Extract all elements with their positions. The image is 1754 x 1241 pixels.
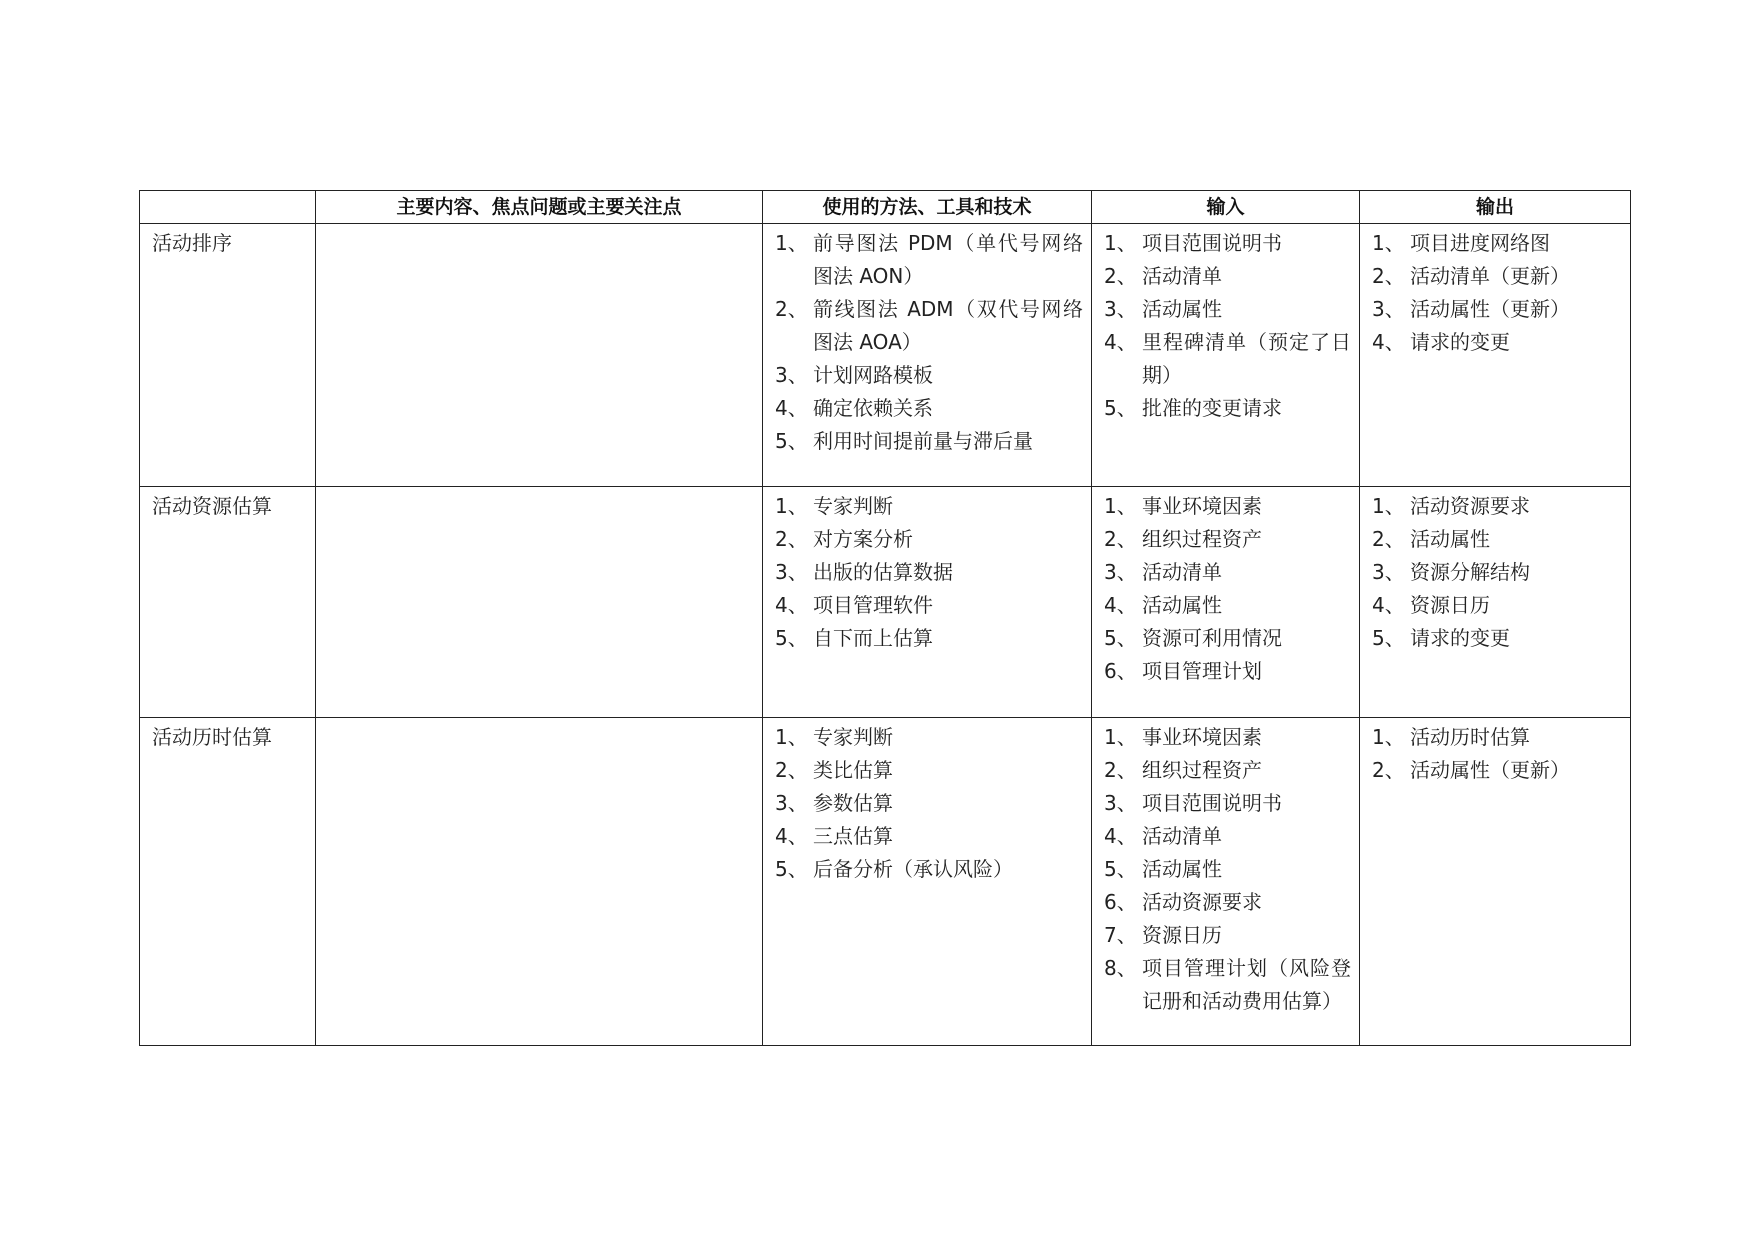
methods-cell — [763, 224, 1092, 487]
header-row — [140, 191, 1631, 224]
list-item: 8、 项目管理计划（风险登记册和活动费用估算） — [1104, 956, 1351, 1013]
outputs-cell — [1360, 718, 1631, 1046]
inputs-cell — [1092, 718, 1360, 1046]
list-item: 5、 请求的变更 — [1372, 626, 1510, 650]
outputs-list — [1360, 224, 1630, 359]
list-item: 4、 项目管理软件 — [775, 593, 933, 617]
list-item: 3、 活动属性（更新） — [1372, 297, 1570, 321]
list-item: 3、 活动清单 — [1104, 560, 1222, 584]
methods-list — [763, 718, 1091, 886]
list-item: 2、 活动属性 — [1372, 527, 1490, 551]
header-methods: 使用的方法、工具和技术 — [763, 191, 1092, 224]
list-item: 3、 项目范围说明书 — [1104, 791, 1282, 815]
stage-cell — [140, 224, 316, 487]
list-item: 7、 资源日历 — [1104, 923, 1222, 947]
list-item: 5、 批准的变更请求 — [1104, 396, 1282, 420]
list-item: 1、 事业环境因素 — [1104, 494, 1262, 518]
list-item: 5、 自下而上估算 — [775, 626, 933, 650]
list-item: 4、 活动清单 — [1104, 824, 1222, 848]
list-item: 5、 后备分析（承认风险） — [775, 857, 1013, 881]
list-item: 5、 利用时间提前量与滞后量 — [775, 429, 1033, 453]
list-item: 4、 三点估算 — [775, 824, 893, 848]
methods-list — [763, 487, 1091, 655]
list-item: 4、 里程碑清单（预定了日期） — [1104, 330, 1351, 387]
list-item: 1、 活动历时估算 — [1372, 725, 1530, 749]
list-item: 3、 计划网路模板 — [775, 363, 933, 387]
list-item: 3、 活动属性 — [1104, 297, 1222, 321]
inputs-cell — [1092, 224, 1360, 487]
list-item: 2、 活动清单（更新） — [1372, 264, 1570, 288]
list-item: 4、 确定依赖关系 — [775, 396, 933, 420]
inputs-list — [1092, 718, 1359, 1018]
list-item: 2、 组织过程资产 — [1104, 527, 1262, 551]
process-table — [139, 190, 1631, 1046]
focus-cell — [316, 224, 763, 487]
list-item: 6、 项目管理计划 — [1104, 659, 1262, 683]
list-item: 2、 箭线图法 ADM（双代号网络图法 AOA） — [775, 297, 1083, 354]
header-stage — [140, 191, 316, 224]
inputs-list — [1092, 487, 1359, 688]
table-row — [140, 718, 1631, 1046]
list-item: 2、 对方案分析 — [775, 527, 913, 551]
list-item: 1、 专家判断 — [775, 494, 893, 518]
inputs-list — [1092, 224, 1359, 425]
focus-cell — [316, 487, 763, 718]
list-item: 2、 活动清单 — [1104, 264, 1222, 288]
methods-cell — [763, 487, 1092, 718]
outputs-cell — [1360, 487, 1631, 718]
methods-list — [763, 224, 1091, 458]
focus-cell — [316, 718, 763, 1046]
list-item: 3、 资源分解结构 — [1372, 560, 1530, 584]
header-focus: 主要内容、焦点问题或主要关注点 — [316, 191, 763, 224]
outputs-cell — [1360, 224, 1631, 487]
list-item: 2、 活动属性（更新） — [1372, 758, 1570, 782]
table-row — [140, 487, 1631, 718]
stage-cell — [140, 718, 316, 1046]
header-inputs: 输入 — [1092, 191, 1360, 224]
stage-cell — [140, 487, 316, 718]
outputs-list — [1360, 718, 1630, 787]
list-item: 5、 活动属性 — [1104, 857, 1222, 881]
list-item: 4、 资源日历 — [1372, 593, 1490, 617]
list-item: 2、 类比估算 — [775, 758, 893, 782]
table-row — [140, 224, 1631, 487]
inputs-cell — [1092, 487, 1360, 718]
list-item: 1、 事业环境因素 — [1104, 725, 1262, 749]
stage-name: 活动排序 — [152, 231, 232, 255]
outputs-list — [1360, 487, 1630, 655]
stage-name: 活动资源估算 — [152, 494, 272, 518]
list-item: 3、 出版的估算数据 — [775, 560, 953, 584]
list-item: 1、 前导图法 PDM（单代号网络图法 AON） — [775, 231, 1083, 288]
header-outputs: 输出 — [1360, 191, 1631, 224]
stage-name: 活动历时估算 — [152, 725, 272, 749]
list-item: 1、 项目范围说明书 — [1104, 231, 1282, 255]
list-item: 1、 专家判断 — [775, 725, 893, 749]
list-item: 4、 请求的变更 — [1372, 330, 1510, 354]
list-item: 1、 项目进度网络图 — [1372, 231, 1550, 255]
list-item: 2、 组织过程资产 — [1104, 758, 1262, 782]
list-item: 6、 活动资源要求 — [1104, 890, 1262, 914]
list-item: 4、 活动属性 — [1104, 593, 1222, 617]
list-item: 5、 资源可利用情况 — [1104, 626, 1282, 650]
list-item: 3、 参数估算 — [775, 791, 893, 815]
list-item: 1、 活动资源要求 — [1372, 494, 1530, 518]
methods-cell — [763, 718, 1092, 1046]
